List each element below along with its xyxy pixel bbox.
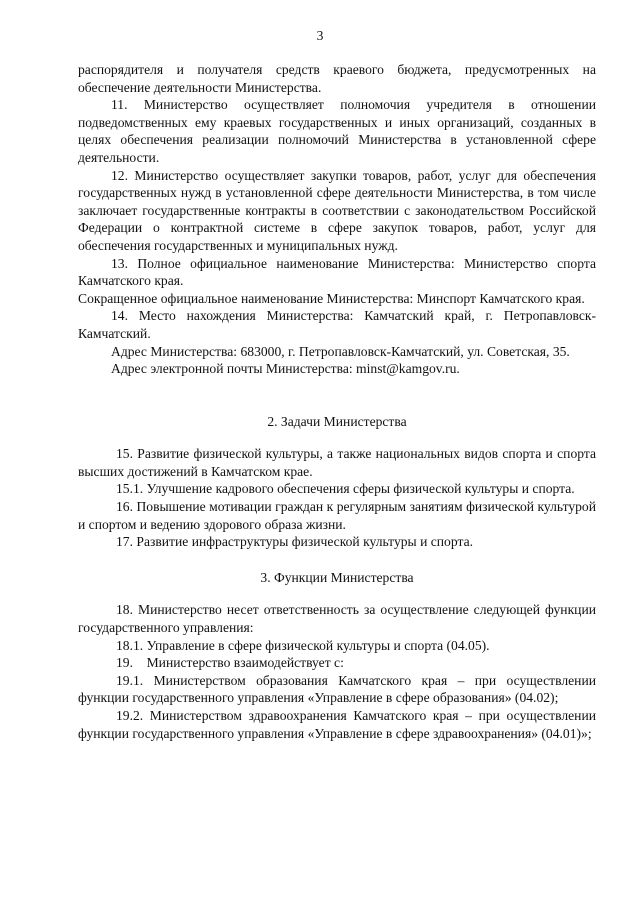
paragraph-15-1: 15.1. Улучшение кадрового обеспечения сферы физической культуры и спорта. — [116, 481, 575, 497]
document-body — [78, 61, 596, 742]
paragraph-19-1: 19.1. Министерством образования Камчатского края – при осуществлении функции государственного управления «Управление в сфере образования» (04.02); — [78, 672, 596, 706]
section-2-heading: 2. Задачи Министерства — [267, 413, 407, 429]
paragraph-continuation: распорядителя и получателя средств краевого бюджета, предусмотренных на обеспечение деятельности Министерства. — [78, 62, 596, 95]
paragraph-17: 17. Развитие инфраструктуры физической культуры и спорта. — [116, 534, 474, 550]
page-number: 3 — [316, 28, 324, 43]
paragraph-14-email: Адрес электронной почты Министерства: minst@kamgov.ru. — [111, 361, 460, 377]
paragraph-11: 11. Министерство осуществляет полномочия учредителя в отношении подведомственных ему краевых государственных и иных организаций, созданных в целях обеспечения реализации полномочий Министерства в установленной сфере деятельности. — [78, 97, 596, 165]
paragraph-16: 16. Повышение мотивации граждан к регулярным занятиям физической культурой и спортом и ведению здорового образа жизни. — [78, 499, 596, 532]
paragraph-13: 13. Полное официальное наименование Министерства: Министерство спорта Камчатского края. — [78, 255, 596, 289]
spacer — [78, 586, 596, 601]
paragraph-12: 12. Министерство осуществляет закупки товаров, работ, услуг для обеспечения государственных нужд в установленной сфере деятельности Министерства, в том числе заключает государственные контракты в соответствии с законодательством Российской Федерации о контрактной системе в сфере закупок товаров, работ, услуг для обеспечения государственных и муниципальных нужд. — [78, 167, 596, 253]
spacer — [78, 378, 596, 413]
paragraph-18-1: 18.1. Управление в сфере физической культуры и спорта (04.05). — [116, 637, 490, 653]
paragraph-13-short-name: Сокращенное официальное наименование Министерства: Минспорт Камчатского края. — [78, 290, 585, 306]
section-3-heading: 3. Функции Министерства — [260, 569, 414, 585]
paragraph-19: 19. Министерство взаимодействует с: — [116, 655, 344, 671]
paragraph-14: 14. Место нахождения Министерства: Камчатский край, г. Петропавловск-Камчатский. — [78, 308, 596, 341]
paragraph-15: 15. Развитие физической культуры, а также национальных видов спорта и спорта высших достижений в Камчатском крае. — [78, 446, 596, 479]
paragraph-14-address: Адрес Министерства: 683000, г. Петропавловск-Камчатский, ул. Советская, 35. — [111, 343, 570, 359]
paragraph-19-2: 19.2. Министерством здравоохранения Камчатского края – при осуществлении функции государственного управления «Управление в сфере здравоохранения» (04.01)»; — [78, 708, 596, 741]
paragraph-18: 18. Министерство несет ответственность за осуществление следующей функции государственного управления: — [78, 602, 596, 636]
spacer — [78, 430, 596, 445]
spacer — [78, 551, 596, 569]
